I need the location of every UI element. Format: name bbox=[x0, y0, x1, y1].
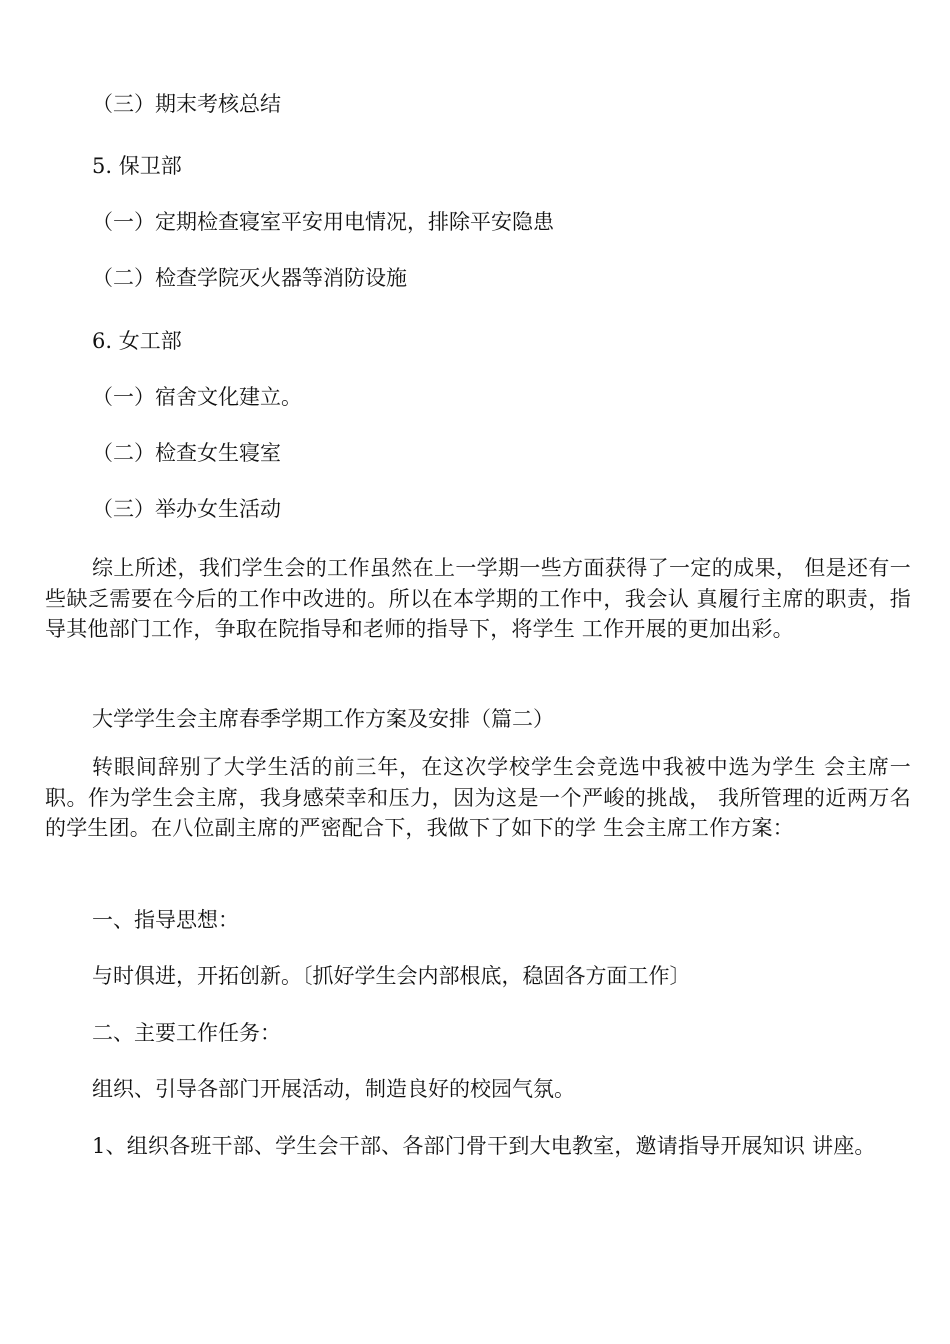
task-text: 组织、引导各部门开展活动，制造良好的校园气氛。 bbox=[92, 1077, 575, 1101]
item-female-activities: （三）举办女生活动 bbox=[92, 497, 281, 521]
item-final-assessment: （三）期末考核总结 bbox=[92, 92, 281, 116]
heading-women-dept: 6. 女工部 bbox=[92, 329, 182, 353]
heading-security-dept: 5. 保卫部 bbox=[92, 154, 182, 178]
heading-main-tasks: 二、主要工作任务： bbox=[92, 1021, 281, 1045]
section-title: 大学学生会主席春季学期工作方案及安排（篇二） bbox=[92, 707, 554, 731]
item-female-dorm-check: （二）检查女生寝室 bbox=[92, 441, 281, 465]
item-dorm-culture: （一）宿舍文化建立。 bbox=[92, 385, 302, 409]
intro-paragraph: 转眼间辞别了大学生活的前三年，在这次学校学生会竞选中我被中选为学生 会主席一职。作为学生会主席，我身感荣幸和压力，因为这是一个严峻的挑战， 我所管理的近两万名的学生团。在八位副主席的严密配合下，我做下了如下的学 生会主席工作方案： bbox=[45, 755, 911, 840]
summary-paragraph: 综上所述，我们学生会的工作虽然在上一学期一些方面获得了一定的成果， 但是还有一些缺乏需要在今后的工作中改进的。所以在本学期的工作中，我会认 真履行主席的职责，指导其他部门工作，争取在院指导和老师的指导下，将学生 工作开展的更加出彩。 bbox=[45, 556, 911, 641]
guiding-text: 与时俱进，开拓创新。〔抓好学生会内部根底，稳固各方面工作〕 bbox=[92, 964, 691, 988]
item-electricity-check: （一）定期检查寝室平安用电情况，排除平安隐患 bbox=[92, 210, 554, 234]
task-1-paragraph: 1、组织各班干部、学生会干部、各部门骨干到大电教室，邀请指导开展知识 讲座。 bbox=[92, 1134, 876, 1158]
item-fire-equipment: （二）检查学院灭火器等消防设施 bbox=[92, 266, 407, 290]
heading-guiding-thought: 一、指导思想： bbox=[92, 908, 239, 932]
